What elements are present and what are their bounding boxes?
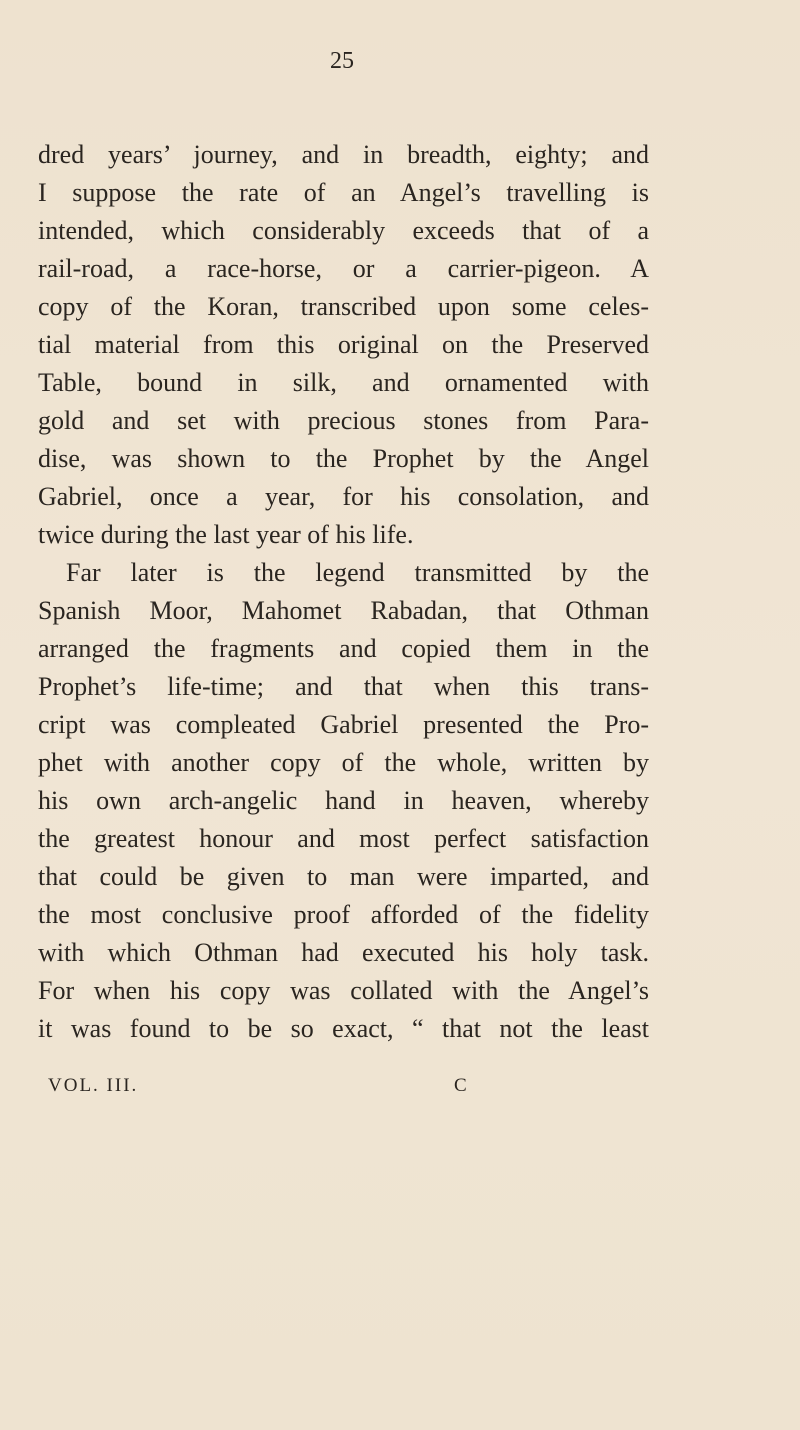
text-line: arranged the fragments and copied them in the — [38, 634, 649, 663]
text-line: copy of the Koran, transcribed upon some celes- — [38, 292, 649, 321]
body-text — [38, 136, 649, 1048]
text-line: cript was compleated Gabriel presented the Pro- — [38, 710, 649, 739]
signature-mark: C — [454, 1075, 469, 1096]
text-line: tial material from this original on the Preserved — [38, 330, 649, 359]
text-line: rail-road, a race-horse, or a carrier-pigeon. A — [38, 254, 649, 283]
page-footer — [48, 1072, 488, 1100]
text-line: I suppose the rate of an Angel’s travelling is — [38, 178, 649, 207]
text-line: For when his copy was collated with the Angel’s — [38, 976, 649, 1005]
text-line: his own arch-angelic hand in heaven, whereby — [38, 786, 649, 815]
page-number: 25 — [330, 48, 354, 74]
text-line: Prophet’s life-time; and that when this trans- — [38, 672, 649, 701]
text-line: gold and set with precious stones from Para- — [38, 406, 649, 435]
text-line: Far later is the legend transmitted by the — [66, 558, 649, 587]
text-line: it was found to be so exact, “ that not the least — [38, 1014, 649, 1043]
text-line: Gabriel, once a year, for his consolation, and — [38, 482, 649, 511]
text-line: phet with another copy of the whole, written by — [38, 748, 649, 777]
volume-label: VOL. III. — [48, 1075, 139, 1096]
text-line: that could be given to man were imparted, and — [38, 862, 649, 891]
text-line: twice during the last year of his life. — [38, 520, 414, 549]
text-line: with which Othman had executed his holy task. — [38, 938, 649, 967]
text-line: the most conclusive proof afforded of the fidelity — [38, 900, 649, 929]
text-line: dred years’ journey, and in breadth, eighty; and — [38, 140, 649, 169]
text-line: Table, bound in silk, and ornamented with — [38, 368, 649, 397]
text-line: Spanish Moor, Mahomet Rabadan, that Othman — [38, 596, 649, 625]
text-line: dise, was shown to the Prophet by the Angel — [38, 444, 649, 473]
text-line: intended, which considerably exceeds that of a — [38, 216, 649, 245]
text-line: the greatest honour and most perfect satisfaction — [38, 824, 649, 853]
